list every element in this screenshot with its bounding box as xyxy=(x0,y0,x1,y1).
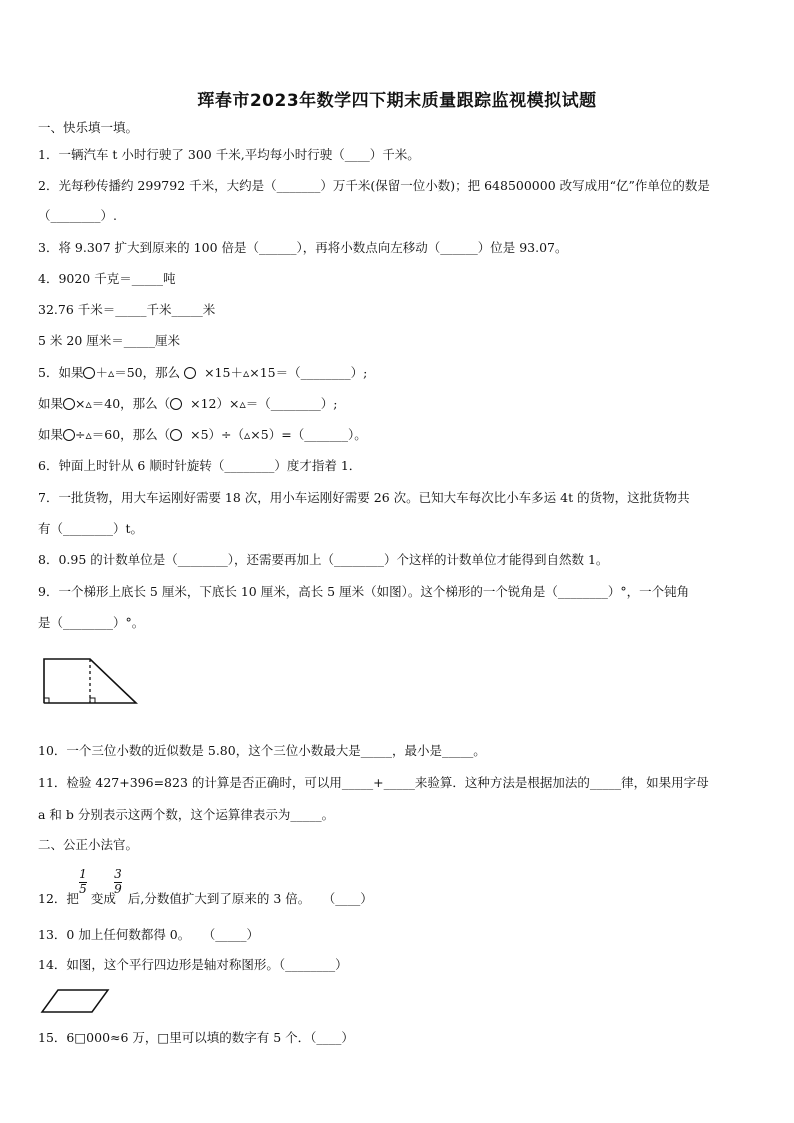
q5b-prefix: 如果 xyxy=(38,396,64,411)
q12-suffix: 后,分数值扩大到了原来的 3 倍。 （____） xyxy=(127,891,373,906)
question-10: 10．一个三位小数的近似数是 5.80，这个三位小数最大是_____，最小是_____。 xyxy=(38,743,486,758)
question-15: 15．6□000≈6 万，□里可以填的数字有 5 个．（____） xyxy=(38,1030,354,1045)
question-3: 3．将 9.307 扩大到原来的 100 倍是（______），再将小数点向左移动（______）位是 93.07。 xyxy=(38,240,568,255)
q5c-suffix: ×5）÷（▵×5）=（_______）。 xyxy=(190,427,367,442)
fraction-numerator: 1 xyxy=(79,867,87,881)
question-11-line-1: 11．检验 427+396=823 的计算是否正确时，可以用_____+_____来验算．这种方法是根据加法的_____律，如果用字母 xyxy=(38,775,709,790)
question-5-line-1 xyxy=(38,365,367,381)
circle-symbol-icon xyxy=(170,429,182,441)
question-4-line-1: 4．9020 千克＝_____吨 xyxy=(38,271,176,286)
q5b-suffix: ×12）×▵＝（________）; xyxy=(190,396,338,411)
question-9-line-1: 9．一个梯形上底长 5 厘米，下底长 10 厘米，高长 5 厘米（如图）。这个梯形的一个锐角是（________）°，一个钝角 xyxy=(38,584,690,599)
circle-symbol-icon xyxy=(184,367,196,379)
page-title: 珲春市2023年数学四下期末质量跟踪监视模拟试题 xyxy=(197,91,597,111)
parallelogram-figure xyxy=(40,988,112,1016)
fraction-denominator: 9 xyxy=(114,882,122,896)
question-7-line-1: 7．一批货物，用大车运刚好需要 18 次，用小车运刚好需要 26 次。已知大车每次比小车多运 4t 的货物，这批货物共 xyxy=(38,490,690,505)
question-7-line-2: 有（________）t。 xyxy=(38,521,144,536)
section-heading-2: 二、公正小法官。 xyxy=(38,837,139,852)
question-2-line-1: 2．光每秒传播约 299792 千米，大约是（_______）万千米(保留一位小数)；把 648500000 改写成用“亿”作单位的数是 xyxy=(38,178,710,193)
q5c-middle: ÷▵＝60，那么（ xyxy=(75,427,171,442)
question-9-line-2: 是（________）°。 xyxy=(38,615,145,630)
q5c-prefix: 如果 xyxy=(38,427,64,442)
fraction-denominator: 5 xyxy=(79,882,87,896)
trapezoid-figure xyxy=(38,655,148,715)
question-6: 6．钟面上时针从 6 顺时针旋转（________）度才指着 1． xyxy=(38,458,362,473)
question-2-line-2: （________）. xyxy=(38,208,117,223)
q12-prefix: 12．把 xyxy=(38,891,79,906)
fraction-numerator: 3 xyxy=(114,867,122,881)
q5a-middle: ＋▵＝50，那么 xyxy=(95,365,181,380)
question-11-line-2: a 和 b 分别表示这两个数，这个运算律表示为_____。 xyxy=(38,807,335,822)
question-14: 14．如图，这个平行四边形是轴对称图形。（________） xyxy=(38,957,348,972)
circle-symbol-icon xyxy=(83,367,95,379)
q5b-middle: ×▵＝40，那么（ xyxy=(75,396,171,411)
circle-symbol-icon xyxy=(63,429,75,441)
question-4-line-2: 32.76 千米＝_____千米_____米 xyxy=(38,302,216,317)
question-8: 8．0.95 的计数单位是（________），还需要再加上（________）个这样的计数单位才能得到自然数 1。 xyxy=(38,552,609,567)
q12-middle: 变成 xyxy=(90,891,116,906)
question-12 xyxy=(38,891,373,907)
q5a-suffix: ×15＋▵×15＝（________）; xyxy=(204,365,368,380)
question-4-line-3: 5 米 20 厘米＝_____厘米 xyxy=(38,333,181,348)
question-5-line-3 xyxy=(38,427,367,443)
question-13: 13．0 加上任何数都得 0。 （_____） xyxy=(38,927,260,942)
circle-symbol-icon xyxy=(170,398,182,410)
question-1: 1．一辆汽车 t 小时行驶了 300 千米,平均每小时行驶（____）千米。 xyxy=(38,147,420,162)
q5a-prefix: 5．如果 xyxy=(38,365,84,380)
section-heading-1: 一、快乐填一填。 xyxy=(38,120,139,135)
circle-symbol-icon xyxy=(63,398,75,410)
question-5-line-2 xyxy=(38,396,337,412)
